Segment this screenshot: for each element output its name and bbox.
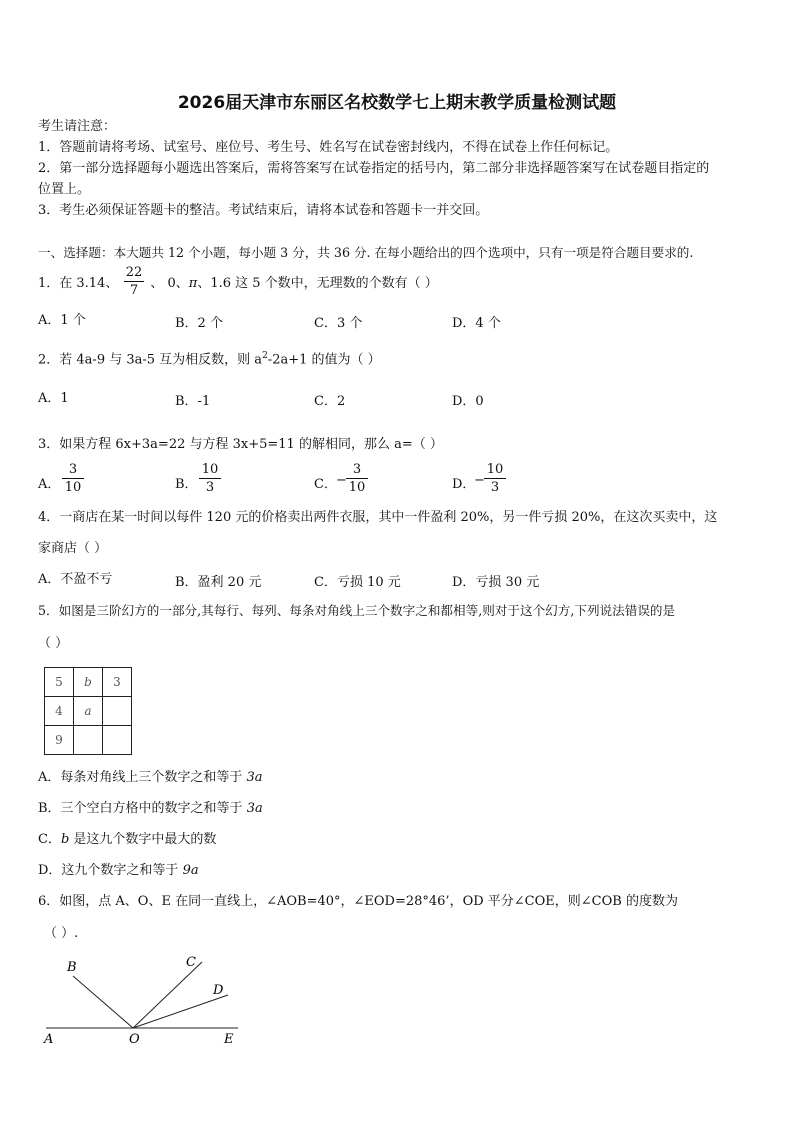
page-title: 2026届天津市东丽区名校数学七上期末教学质量检测试题 <box>177 93 617 113</box>
q4-stem-line1: 4．一商店在某一时间以每件 120 元的价格卖出两件衣服，其中一件盈利 20%，另一件亏损 20%，在这次买卖中，这 <box>38 510 718 525</box>
q1-option-c[interactable]: C．3 个 <box>314 316 363 331</box>
q3-d-den: 3 <box>490 480 500 495</box>
q2-option-d[interactable]: D．0 <box>452 394 484 409</box>
q5-b-expr: 3a <box>246 801 263 816</box>
label-d: D <box>213 983 224 998</box>
label-o: O <box>129 1032 140 1047</box>
grid-cell: 5 <box>45 668 74 697</box>
ray-ob <box>73 976 133 1028</box>
notice-item-2-cont: 位置上。 <box>38 182 91 197</box>
ray-oc <box>133 962 202 1028</box>
q5-d-expr: 9a <box>182 863 199 878</box>
notice-item-1: 1．答题前请将考场、试室号、座位号、考生号、姓名写在试卷密封线内，不得在试卷上作任何标记。 <box>38 140 619 155</box>
q6-stem-line1: 6．如图，点 A、O、E 在同一直线上，∠AOB=40°，∠EOD=28°46’，OD 平分∠COE，则∠COB 的度数为 <box>38 894 678 909</box>
q3-stem: 3．如果方程 6x+3a=22 与方程 3x+5=11 的解相同，那么 a=（ ） <box>38 437 443 452</box>
notice-item-2: 2．第一部分选择题每小题选出答案后，需将答案写在试卷指定的括号内，第二部分非选择题答案写在试卷题目指定的 <box>38 161 710 176</box>
q1-pi: π <box>188 276 198 291</box>
q3-option-d[interactable]: D． <box>452 477 476 492</box>
q3-d-num: 10 <box>486 462 504 477</box>
q3-option-c[interactable]: C． <box>314 477 337 492</box>
notice-item-3: 3．考生必须保证答题卡的整洁。考试结束后，请将本试卷和答题卡一并交回。 <box>38 203 489 218</box>
q3-option-a[interactable]: A． <box>38 477 61 492</box>
grid-cell: b <box>74 668 103 697</box>
label-c: C <box>186 955 196 970</box>
q2-post: -2a+1 的值为（ ） <box>267 352 381 368</box>
q5-c-var: b <box>60 832 70 847</box>
q3-a-num: 3 <box>68 462 78 477</box>
label-e: E <box>224 1032 234 1047</box>
q2-pre: 2．若 4a-9 与 3a-5 互为相反数，则 a <box>38 352 263 368</box>
q1-pre: 1．在 3.14、 <box>38 276 119 291</box>
q3-c-den: 10 <box>348 480 366 495</box>
grid-cell: 3 <box>103 668 132 697</box>
label-a: A <box>44 1032 54 1047</box>
q3-c-num: 3 <box>352 462 362 477</box>
grid-cell: 9 <box>45 726 74 755</box>
q2-option-b[interactable]: B．-1 <box>175 394 211 409</box>
q1-option-a[interactable]: A．1 个 <box>38 313 86 328</box>
q3-option-d-sign: − <box>474 473 485 488</box>
q3-b-num: 10 <box>201 462 219 477</box>
q5-d-text: D．这九个数字之和等于 <box>38 863 183 878</box>
q4-option-a[interactable]: A．不盈不亏 <box>38 572 113 587</box>
q5-stem-line2: （ ） <box>38 636 69 651</box>
q3-option-c-sign: − <box>336 473 347 488</box>
q5-c-label: C． <box>38 832 61 847</box>
label-b: B <box>67 960 77 975</box>
q5-stem-line1: 5．如图是三阶幻方的一部分,其每行、每列、每条对角线上三个数字之和都相等,则对于这个幻方,下列说法错误的是 <box>38 603 676 618</box>
ray-od <box>133 995 228 1028</box>
q1-post2: 、1.6 这 5 个数中，无理数的个数有（ ） <box>197 276 438 291</box>
q5-a-expr: 3a <box>246 770 263 785</box>
q1-option-d[interactable]: D．4 个 <box>452 316 501 331</box>
q6-stem-line2: （ ）. <box>44 926 79 941</box>
q4-stem-line2: 家商店（ ） <box>38 541 108 556</box>
q2-option-a[interactable]: A．1 <box>38 391 69 406</box>
q4-option-d[interactable]: D．亏损 30 元 <box>452 575 540 590</box>
grid-cell: 4 <box>45 697 74 726</box>
q2-option-c[interactable]: C．2 <box>314 394 346 409</box>
q1-frac-den: 7 <box>129 283 139 298</box>
notice-heading: 考生请注意： <box>38 119 117 134</box>
q3-option-b[interactable]: B． <box>175 477 198 492</box>
q1-option-b[interactable]: B．2 个 <box>175 316 223 331</box>
q5-c-text: 是这九个数字中最大的数 <box>69 832 217 847</box>
q4-option-b[interactable]: B．盈利 20 元 <box>175 575 262 590</box>
q5-b-text: B．三个空白方格中的数字之和等于 <box>38 801 247 816</box>
q5-a-text: A．每条对角线上三个数字之和等于 <box>38 770 247 785</box>
q3-a-den: 10 <box>64 480 82 495</box>
grid-cell: a <box>74 697 103 726</box>
q3-b-den: 3 <box>205 480 215 495</box>
q2-sup: 2 <box>262 351 268 361</box>
q1-post: 、 0、 <box>150 276 189 291</box>
q1-frac-num: 22 <box>125 265 143 280</box>
q4-option-c[interactable]: C．亏损 10 元 <box>314 575 401 590</box>
section-heading: 一、选择题：本大题共 12 个小题，每小题 3 分，共 36 分. 在每小题给出的四个选项中，只有一项是符合题目要求的. <box>38 245 694 260</box>
